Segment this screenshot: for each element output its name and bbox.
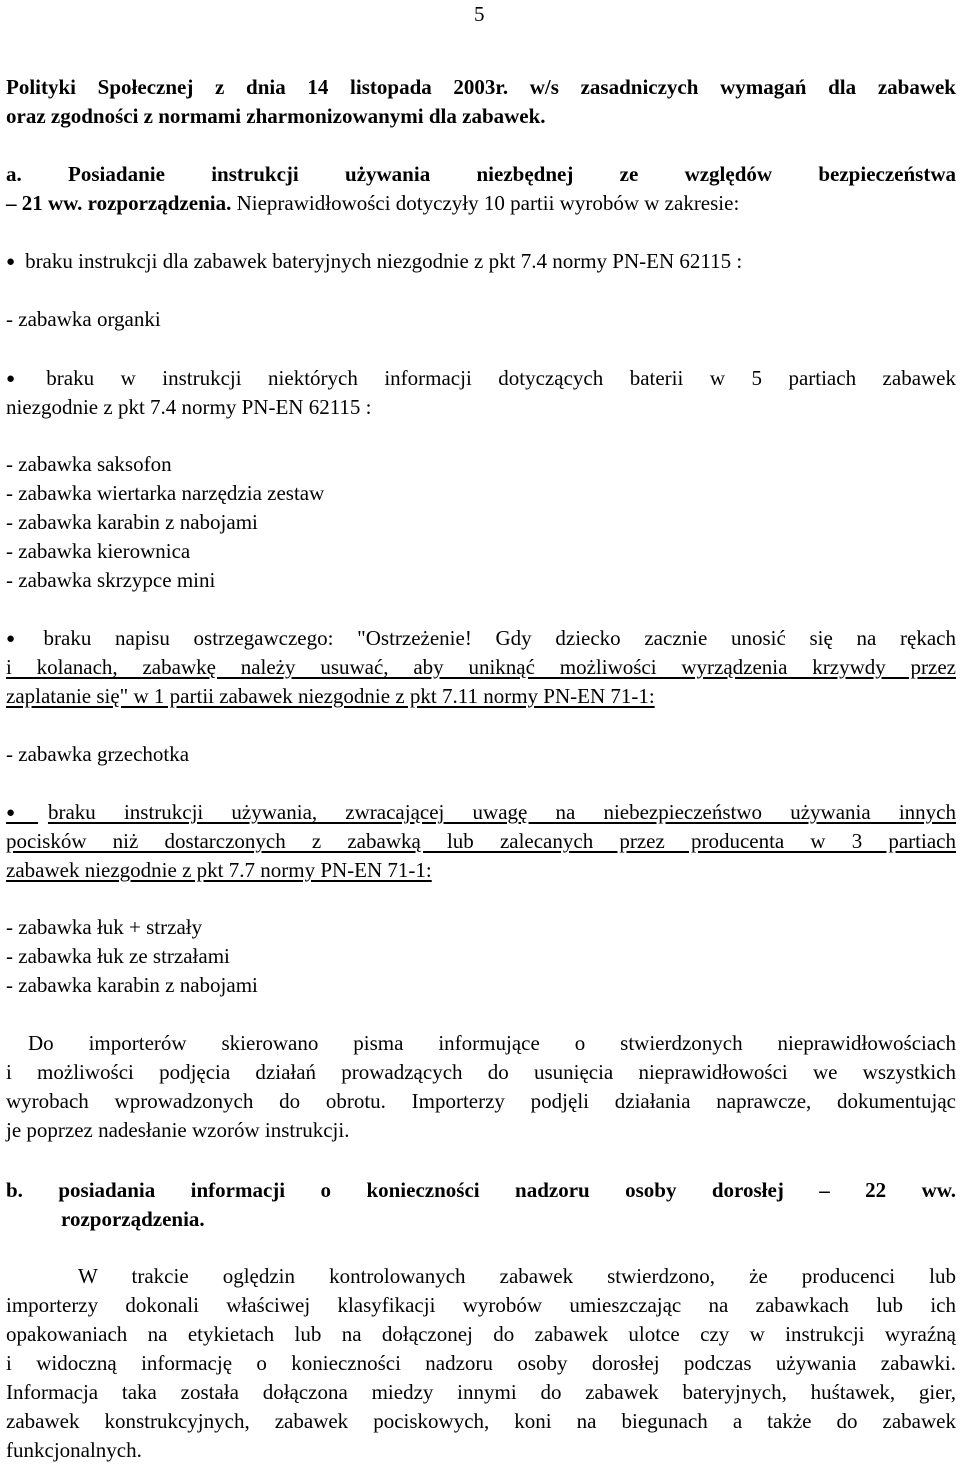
- importers-line-1: Do importerów skierowano pisma informujące o stwierdzonych nieprawidłowościach: [28, 1031, 956, 1055]
- bullet-3-list: [6, 740, 956, 769]
- page-number: 5: [474, 2, 485, 26]
- inspection-line-2: importerzy dokonali właściwej klasyfikacji wyrobów umieszczając na zabawkach lub ich: [6, 1293, 956, 1317]
- list-item: - zabawka grzechotka: [6, 742, 190, 766]
- inspection-paragraph: [6, 1262, 956, 1465]
- bullet-4: [6, 798, 956, 885]
- list-item: - zabawka karabin z nabojami: [6, 973, 258, 997]
- bullet-3-line-1: [6, 624, 956, 653]
- bullet-3-line-1-text: braku napisu ostrzegawczego: "Ostrzeżenie! Gdy dziecko zacznie unosić się na rękach: [43, 626, 957, 650]
- list-item: - zabawka łuk + strzały: [6, 915, 203, 939]
- section-a-heading-line-1: a. Posiadanie instrukcji używania niezbędnej ze względów bezpieczeństwa: [6, 162, 956, 186]
- section-a-heading: [6, 160, 956, 218]
- inspection-line-6: zabawek konstrukcyjnych, zabawek pociskowych, koni na biegunach a także do zabawek: [6, 1409, 956, 1433]
- importers-line-4: je poprzez nadesłanie wzorów instrukcji.: [6, 1118, 350, 1142]
- bullet-1-text: ● braku instrukcji dla zabawek bateryjnych niezgodnie z pkt 7.4 normy PN-EN 62115 :: [6, 247, 956, 276]
- inspection-line-1: W trakcie oględzin kontrolowanych zabawek stwierdzono, że producenci lub: [78, 1264, 956, 1288]
- bullet-1-list: [6, 305, 956, 334]
- section-a-heading-line-2-rest: Nieprawidłowości dotyczyły 10 partii wyrobów w zakresie:: [231, 191, 740, 215]
- bullet-4-line-2: pocisków niż dostarczonych z zabawką lub zalecanych przez producenta w 3 partiach: [6, 829, 956, 853]
- list-item: - zabawka karabin z nabojami: [6, 510, 258, 534]
- bullet-1: [6, 247, 956, 276]
- section-b-heading-line-1: b. posiadania informacji o konieczności nadzoru osoby dorosłej – 22 ww.: [6, 1178, 956, 1202]
- section-a-heading-line-2-bold: – 21 ww. rozporządzenia.: [6, 191, 232, 215]
- intro-line-2: oraz zgodności z normami zharmonizowanymi dla zabawek.: [6, 104, 546, 128]
- list-item: - zabawka saksofon: [6, 452, 172, 476]
- inspection-line-3: opakowaniach na etykietach lub na dołączonej do zabawek ulotce czy w instrukcji wyraźną: [6, 1322, 956, 1346]
- inspection-line-7: funkcjonalnych.: [6, 1438, 142, 1462]
- list-item: - zabawka organki: [6, 307, 161, 331]
- bullet-3-line-3: zaplatanie się" w 1 partii zabawek niezgodnie z pkt 7.11 normy PN-EN 71-1:: [6, 684, 655, 708]
- importers-line-3: wyrobach wprowadzonych do obrotu. Importerzy podjęli działania naprawcze, dokumentując: [6, 1089, 956, 1113]
- list-item: - zabawka wiertarka narzędzia zestaw: [6, 481, 325, 505]
- inspection-line-4: i widoczną informację o konieczności nadzoru osoby dorosłej podczas używania zabawki.: [6, 1351, 956, 1375]
- bullet-4-line-1: ● braku instrukcji używania, zwracającej uwagę na niebezpieczeństwo używania innych: [6, 798, 956, 827]
- bullet-2-line-1: ● braku w instrukcji niektórych informacji dotyczących baterii w 5 partiach zabawek: [6, 364, 956, 393]
- bullet-2-line-2: niezgodnie z pkt 7.4 normy PN-EN 62115 :: [6, 395, 372, 419]
- inspection-line-5: Informacja taka została dołączona miedzy innymi do zabawek bateryjnych, huśtawek, gier,: [6, 1380, 956, 1404]
- section-b-heading-line-2: rozporządzenia.: [61, 1207, 205, 1231]
- list-item: - zabawka łuk ze strzałami: [6, 944, 230, 968]
- intro-line-1: Polityki Społecznej z dnia 14 listopada 2003r. w/s zasadniczych wymagań dla zabawek: [6, 75, 956, 99]
- section-b-heading: [6, 1176, 956, 1234]
- bullet-2: [6, 364, 956, 422]
- importers-paragraph: [6, 1029, 956, 1145]
- bullet-3: [6, 624, 956, 711]
- bullet-2-list: [6, 450, 956, 595]
- bullet-3-line-2: i kolanach, zabawkę należy usuwać, aby uniknąć możliwości wyrządzenia krzywdy przez: [6, 655, 956, 679]
- list-item: - zabawka kierownica: [6, 539, 191, 563]
- bullet-4-list: [6, 913, 956, 1000]
- bullet-4-line-3: zabawek niezgodnie z pkt 7.7 normy PN-EN 71-1:: [6, 858, 432, 882]
- intro-paragraph: [6, 73, 956, 131]
- importers-line-2: i możliwości podjęcia działań prowadzących do usunięcia nieprawidłowości we wszystkich: [6, 1060, 956, 1084]
- list-item: - zabawka skrzypce mini: [6, 568, 216, 592]
